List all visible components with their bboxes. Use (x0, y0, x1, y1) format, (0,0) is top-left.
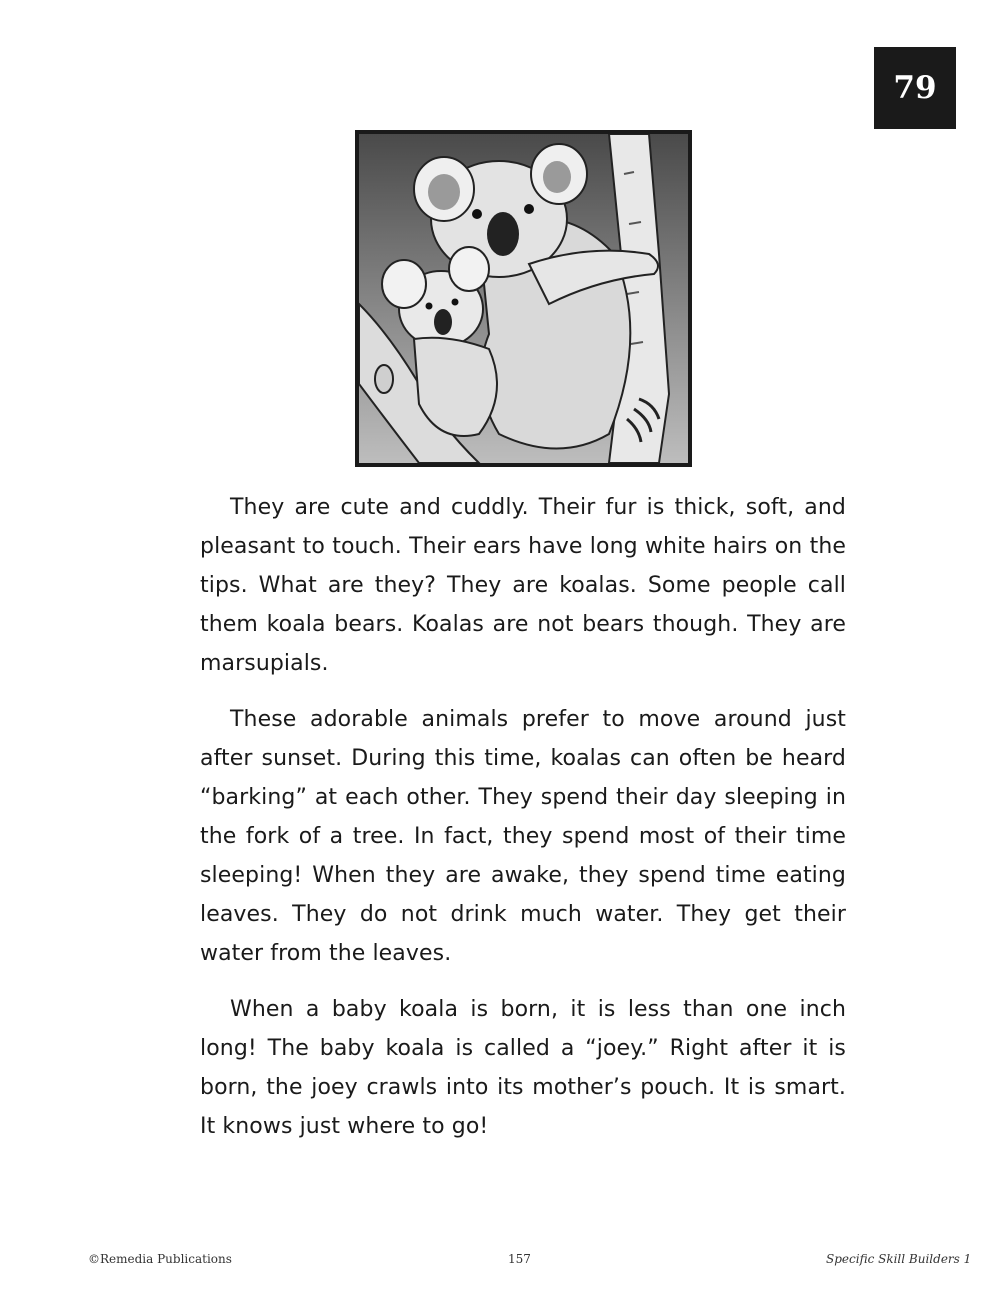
footer-page-number: 157 (508, 1252, 531, 1266)
footer-series-title: Specific Skill Builders 1 (826, 1252, 972, 1266)
footer-publisher: ©Remedia Publications (88, 1252, 232, 1266)
page-number-badge: 79 (874, 47, 956, 129)
paragraph-1: They are cute and cuddly. Their fur is thick, soft, and pleasant to touch. Their ears have long white hairs on the tips. What are they? They are koalas. Some people call them koala bears. Koalas are not bears though. They are marsupials. (200, 495, 846, 676)
paragraph-2: These adorable animals prefer to move around just after sunset. During this time, koalas can often be heard “barking” at each other. They spend their day sleeping in the fork of a tree. In fact, they spend most of their time sleeping! When they are awake, they spend time eating leaves. They do not drink much water. They get their water from the leaves. (200, 707, 846, 966)
paragraph-3: When a baby koala is born, it is less than one inch long! The baby koala is called a “joey.” Right after it is born, the joey crawls into its mother’s pouch. It is smart. It knows just where to go! (200, 997, 846, 1139)
story-text (200, 488, 846, 1163)
koala-illustration (355, 130, 692, 467)
koala-icon (359, 134, 688, 463)
